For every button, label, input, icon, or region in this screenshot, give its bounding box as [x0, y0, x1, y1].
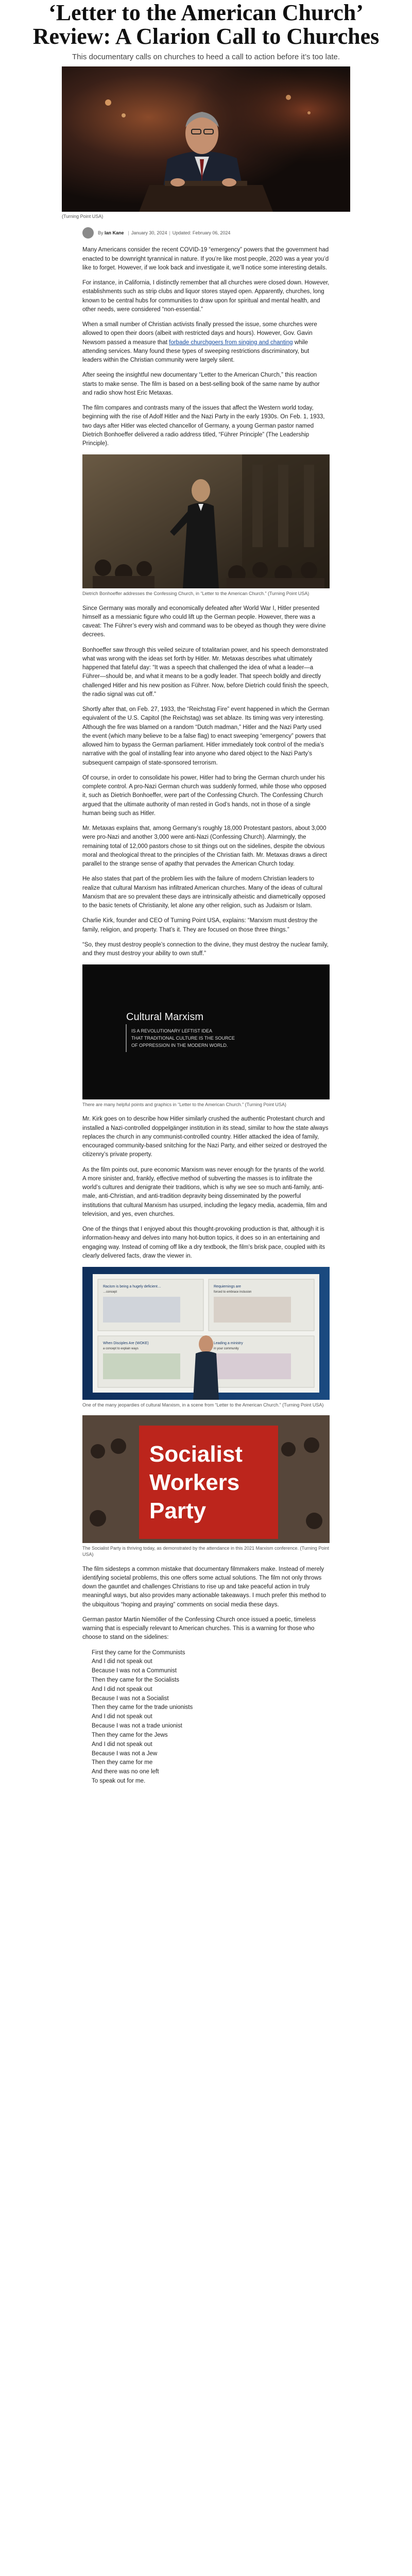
paragraph: Shortly after that, on Feb. 27, 1933, the “Reichstag Fire” event happened in which the German equivalent of the U.S. Capitol (the Reichstag) was set ablaze. Its timing was very interesting. Although the fire was blamed on a random “Dutch madman,” Hitler and the Nazi Party used the event (which many believe to be a false flag) to enact sweeping “emergency” powers that allowed him to bypass the German parliament. Hitler immediately took control of the media’s narrative with the goal of installing fear into anyone who dared object to the Nazi Party’s subsequent campaign of state-sponsored terrorism.	[82, 706, 330, 766]
graphic-quote-line: OF OPPRESSION IN THE MODERN WORLD.	[131, 1043, 228, 1048]
paragraph: He also states that part of the problem lies with the failure of modern Christian leaders to realize that cultural Marxism has infiltrated American churches. Many of the ideas of cultural Marxism that are so prevalent these days are intrinsically atheistic and diametrically opposed to the basic tenets of Christianity, let alone any other religion, such as Judaism or Islam.	[82, 876, 325, 909]
byline-updated: Updated: February 06, 2024	[172, 230, 231, 236]
byline-author[interactable]: Ian Kane	[105, 230, 124, 236]
paragraph: Since Germany was morally and economically defeated after World War I, Hitler presented himself as a messianic figure who could lift up the German people. However, there was a caveat: The Führer’s every wish and command was to be obeyed as though they were divine decrees.	[82, 605, 326, 638]
banner-line: Workers	[149, 1470, 240, 1496]
panel-sub: in your community	[214, 1347, 239, 1351]
figure-cultural-marxism	[82, 964, 330, 1108]
poem-line: Because I was not a Socialist	[92, 1695, 169, 1702]
panel-heading: Leading a ministry	[214, 1342, 243, 1346]
banner-line: Party	[149, 1498, 207, 1524]
panel-sub: forced to embrace inclusion	[214, 1291, 252, 1294]
paragraph: Bonhoeffer saw through this veiled seizure of totalitarian power, and his speech demonstrated what was wrong with the ideas set forth by Hitler. Mr. Metaxas describes what ultimately happened that fateful day: “It was a speech that challenged the idea of what a leader—a Führer—should be, and what it means to be a godly leader. That speech boldly and directly challenged Hitler and his new position as Führer. Now, before Dietrich could finish the speech, the radio signal was cut off.”	[82, 647, 329, 698]
paragraph: Mr. Kirk goes on to describe how Hitler similarly crushed the authentic Protestant church and installed a Nazi-controlled doppelgänger institution in its stead, similar to how the state always replaces the church in any communist-controlled country. Hitler attacked the idea of family, encouraged community-based snitching for the Nazi Party, and either seized or destroyed the citizenry’s private property.	[82, 1116, 329, 1158]
panel-heading: Requiemings are	[214, 1285, 241, 1289]
poem-line: Then they came for the Jews	[92, 1732, 168, 1738]
figure-caption: There are many helpful points and graphics in “Letter to the American Church.” (Turning Point USA)	[82, 1102, 286, 1108]
byline-published: January 30, 2024	[131, 230, 167, 236]
subheadline: This documentary calls on churches to heed a call to action before it’s too late.	[72, 53, 340, 62]
poem-line: Then they came for the trade unionists	[92, 1704, 193, 1711]
figure-image	[82, 1415, 330, 1543]
poem-line: And I did not speak out	[92, 1714, 152, 1720]
figure-jeopardies	[82, 1267, 330, 1408]
poem-line: First they came for the Communists	[92, 1649, 185, 1656]
figure-caption: Dietrich Bonhoeffer addresses the Confessing Church, in “Letter to the American Church.” (Turning Point USA)	[82, 591, 310, 597]
paragraph: After seeing the insightful new documentary “Letter to the American Church,” this reaction starts to make sense. The film is based on a best-selling book of the same name by author and radio show host Eric Metaxas.	[82, 372, 320, 396]
avatar-icon	[82, 227, 94, 239]
poem-line: And I did not speak out	[92, 1741, 152, 1748]
paragraph: “So, they must destroy people’s connection to the divine, they must destroy the nuclear family, and they must destroy your ability to own stuff.”	[82, 941, 329, 957]
poem-line: Because I was not a trade unionist	[92, 1723, 182, 1730]
byline: By Ian Kane | January 30, 2024 | Updated: February 06, 2024	[82, 227, 330, 239]
panel-heading: Racism is being a hugely deficient…	[103, 1285, 161, 1289]
hero-image	[62, 66, 350, 212]
article-header	[0, 0, 412, 61]
paragraph: One of the things that I enjoyed about this thought-provoking production is that, although it is information-heavy and delves into many hot-button topics, it does so in an entertaining and engaging way. Instead of coming off like a dry textbook, the film’s brisk pace, coupled with its clearly delivered facts, draw the viewer in.	[82, 1226, 325, 1259]
paragraph	[82, 320, 330, 365]
poem-line: Because I was not a Communist	[92, 1668, 177, 1674]
poem-line: Then they came for the Socialists	[92, 1677, 180, 1684]
figure-caption: The Socialist Party is thriving today, as demonstrated by the attendance in this 2021 Marxism conference. (Turning Point USA)	[82, 1546, 329, 1557]
paragraph: The film compares and contrasts many of the issues that affect the Western world today, beginning with the rise of Adolf Hitler and the Nazi Party in the early 1930s. On Feb. 1, 1933, two days after Hitler was elected chancellor of Germany, a young German pastor named Dietrich Bonhoeffer delivered a radio address titled, “Führer Principle” (The Leadership Principle).	[82, 405, 325, 447]
poem	[92, 1649, 330, 1786]
paragraph: Mr. Metaxas explains that, among Germany’s roughly 18,000 Protestant pastors, about 3,000 were pro-Nazi and another 3,000 were anti-Nazi (Confessing Church). Alarmingly, the remaining total of 12,000 pastors chose to sit things out on the sidelines, despite the obvious moral and theological threat to the principles of the Christian faith. Mr. Metaxas draws a direct parallel to the strange sense of apathy that pervades the American Church today.	[82, 825, 327, 868]
poem-line: Because I was not a Jew	[92, 1750, 158, 1757]
banner-line: Socialist	[149, 1442, 243, 1467]
figure-socialist-party	[82, 1415, 330, 1557]
poem-line: And I did not speak out	[92, 1686, 152, 1692]
paragraph: Charlie Kirk, founder and CEO of Turning Point USA, explains: “Marxism must destroy the family, religion, and property. That’s it. They are focused on those three things.”	[82, 918, 318, 933]
panel-heading: When Disciples Are (WOKE)	[103, 1342, 149, 1346]
panel-sub: a concept to explain ways	[103, 1347, 139, 1351]
paragraph-text: When a small number of Christian activists finally pressed the issue, some churches were allowed to open their doors (albeit with restricted days and hours). However, Gov. Gavin Newsom passed a measure that	[82, 321, 317, 346]
figure-caption: One of the many jeopardies of cultural Marxism, in a scene from “Letter to the American Church.” (Turning Point USA)	[82, 1402, 324, 1408]
graphic-title: Cultural Marxism	[126, 1011, 204, 1023]
article-body	[82, 227, 330, 1786]
graphic-quote-line: IS A REVOLUTIONARY LEFTIST IDEA	[131, 1028, 213, 1034]
paragraph: The film sidesteps a common mistake that documentary filmmakers make. Instead of merely identifying societal problems, this one offers some actual solutions. The film not only throws down the gauntlet and challenges Christians to rise up and take peaceful action in truly meaningful ways, but also provides many actionable takeaways. I much prefer this method to the ubiquitous “hoping and praying” comments on social media these days.	[82, 1566, 327, 1608]
graphic-quote-line: THAT TRADITIONAL CULTURE IS THE SOURCE	[131, 1036, 235, 1041]
byline-prefix: By	[98, 230, 104, 236]
paragraph: Of course, in order to consolidate his power, Hitler had to bring the German church under his complete control. A pro-Nazi German church was suddenly formed, while those who opposed it, such as Dietrich Bonhoeffer, were part of the Confessing Church. The Confessing Church argued that the ultimate authority of man rested in God’s hands, not in those of a single human being such as Hitler.	[82, 774, 327, 817]
figure-image	[82, 1267, 330, 1400]
figure-image	[82, 964, 330, 1099]
paragraph: German pastor Martin Niemöller of the Confessing Church once issued a poetic, timeless warning that is especially relevant to American churches. This is a warning for those who choose to stand on the sidelines:	[82, 1616, 316, 1641]
figure-bonhoeffer	[82, 454, 330, 597]
paragraph: For instance, in California, I distinctly remember that all churches were closed down. However, establishments such as strip clubs and liquor stores stayed open. Apparently, churches, long known to be central hubs for communities to draw upon for spiritual and mental health, and other needs, were considered “non-essential.”	[82, 280, 330, 313]
hero-caption: (Turning Point USA)	[62, 214, 104, 219]
inline-link[interactable]: forbade churchgoers from singing and chanting	[169, 339, 293, 346]
poem-line: And there was no one left	[92, 1769, 159, 1775]
poem-line: Then they came for me	[92, 1759, 153, 1766]
paragraph: As the film points out, pure economic Marxism was never enough for the tyrants of the world. A more sinister and, frankly, effective method of subverting the masses is to infiltrate the world’s cultures and denigrate their traditions, which is why we see so much anti-family, anti-male, anti-Christian, and anti-tradition depravity being disseminated by the powerful institutions that cultural Marxism has usurped, including the legacy media, academia, film and television, and yes, even churches.	[82, 1166, 327, 1217]
panel-sub: …concept	[103, 1291, 117, 1294]
paragraph: Many Americans consider the recent COVID-19 “emergency” powers that the government had enacted to be downright tyrannical in nature. If you’re like most people, 2020 was a year you’d like to forget. However, if we look back and investigate it, we’ll notice some interesting details.	[82, 247, 329, 271]
paragraph-text: while attending services. Many found these types of sweeping restrictions discriminatory, but leaders within the Christian community were largely silent.	[82, 339, 310, 364]
headline: ‘Letter to the American Church’ Review: A Clarion Call to Churches	[32, 0, 380, 49]
poem-line: And I did not speak out	[92, 1658, 152, 1665]
figure-image	[82, 454, 330, 588]
poem-line: To speak out for me.	[92, 1777, 146, 1784]
